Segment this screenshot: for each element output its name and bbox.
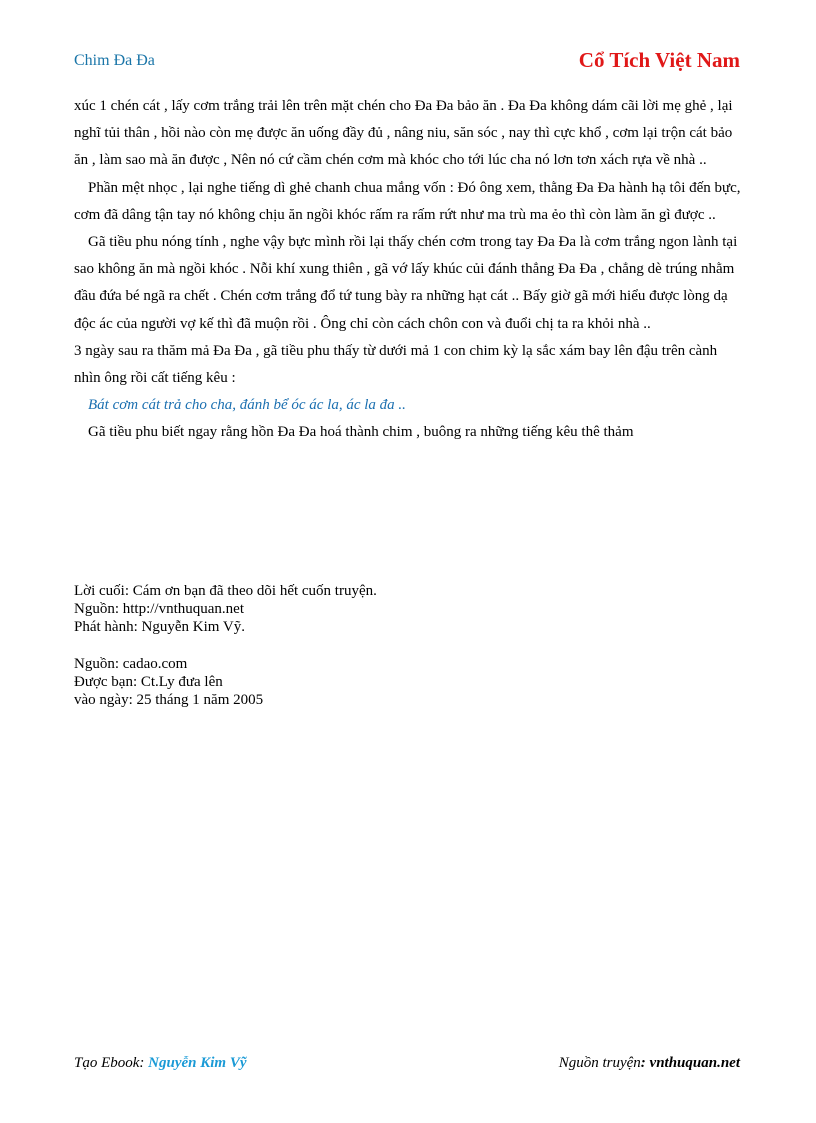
afterword-source: Nguồn: http://vnthuquan.net	[74, 601, 244, 617]
afterword-uploader: Được bạn: Ct.Ly đưa lên	[74, 674, 223, 690]
afterword	[74, 582, 377, 709]
footer-source-credit: Nguồn truyện: vnthuquan.net	[558, 1055, 740, 1071]
afterword-publisher: Phát hành: Nguyễn Kim Vỹ.	[74, 619, 245, 635]
afterword-spacer	[74, 636, 377, 655]
afterword-date: vào ngày: 25 tháng 1 năm 2005	[74, 692, 264, 708]
story-paragraph-2: Phần mệt nhọc , lại nghe tiếng dì ghẻ chanh chua mắng vốn : Đó ông xem, thằng Đa Đa hành hạ tôi đến bực, cơm đã dâng tận tay nó không chịu ăn ngồi khóc rấm ra rấm rứt như ma trù ma ẻo thì còn làm ăn gì được ..	[74, 179, 741, 223]
story-paragraph-3: Gã tiều phu nóng tính , nghe vậy bực mình rồi lại thấy chén cơm trong tay Đa Đa là cơm trắng ngon lành tại sao không ăn mà ngồi khóc . Nỗi khí xung thiên , gã vớ lấy khúc củi đánh thẳng Đa Đa , chẳng dè trúng nhằm đầu đứa bé ngã ra chết . Chén cơm trắng đổ tứ tung bày ra những hạt cát .. Bấy giờ gã mới hiểu được lòng dạ độc ác của người vợ kế thì đã muộn rồi . Ông chỉ còn cách chôn con và đuổi chị ta ra khỏi nhà ..	[74, 234, 738, 332]
ebook-author: Nguyễn Kim Vỹ	[148, 1055, 247, 1071]
source-site: vnthuquan.net	[649, 1055, 740, 1071]
footer-ebook-credit: Tạo Ebook: Nguyễn Kim Vỹ	[74, 1055, 247, 1071]
collection-title: Cổ Tích Việt Nam	[578, 48, 740, 72]
afterword-closing: Lời cuối: Cám ơn bạn đã theo dõi hết cuốn truyện.	[74, 583, 377, 599]
bird-verse: Bát cơm cát trả cho cha, đánh bể óc ác la, ác la đa ..	[88, 397, 406, 414]
story-body	[74, 93, 746, 447]
story-paragraph-5: Gã tiều phu biết ngay rằng hồn Đa Đa hoá thành chim , buông ra những tiếng kêu thê thảm	[88, 424, 634, 441]
book-title: Chim Đa Đa	[74, 52, 155, 69]
source-label: Nguồn truyện	[558, 1055, 641, 1071]
story-paragraph-4: 3 ngày sau ra thăm mả Đa Đa , gã tiều phu thấy từ dưới mả 1 con chim kỳ lạ sắc xám bay lên đậu trên cành nhìn ông rồi cất tiếng kêu :	[74, 342, 718, 387]
afterword-source-2: Nguồn: cadao.com	[74, 656, 188, 672]
ebook-label: Tạo Ebook	[74, 1055, 140, 1071]
story-paragraph-1: xúc 1 chén cát , lấy cơm trắng trải lên trên mặt chén cho Đa Đa bảo ăn . Đa Đa không dám cãi lời mẹ ghẻ , lại nghĩ tủi thân , hồi nào còn mẹ được ăn uống đầy đủ , nâng niu, săn sóc , nay thì cực khổ , cơm lại trộn cát bảo ăn , làm sao mà ăn được , Nên nó cứ cầm chén cơm mà khóc cho tới lúc cha nó lơn tơn xách rựa về nhà ..	[74, 98, 733, 169]
